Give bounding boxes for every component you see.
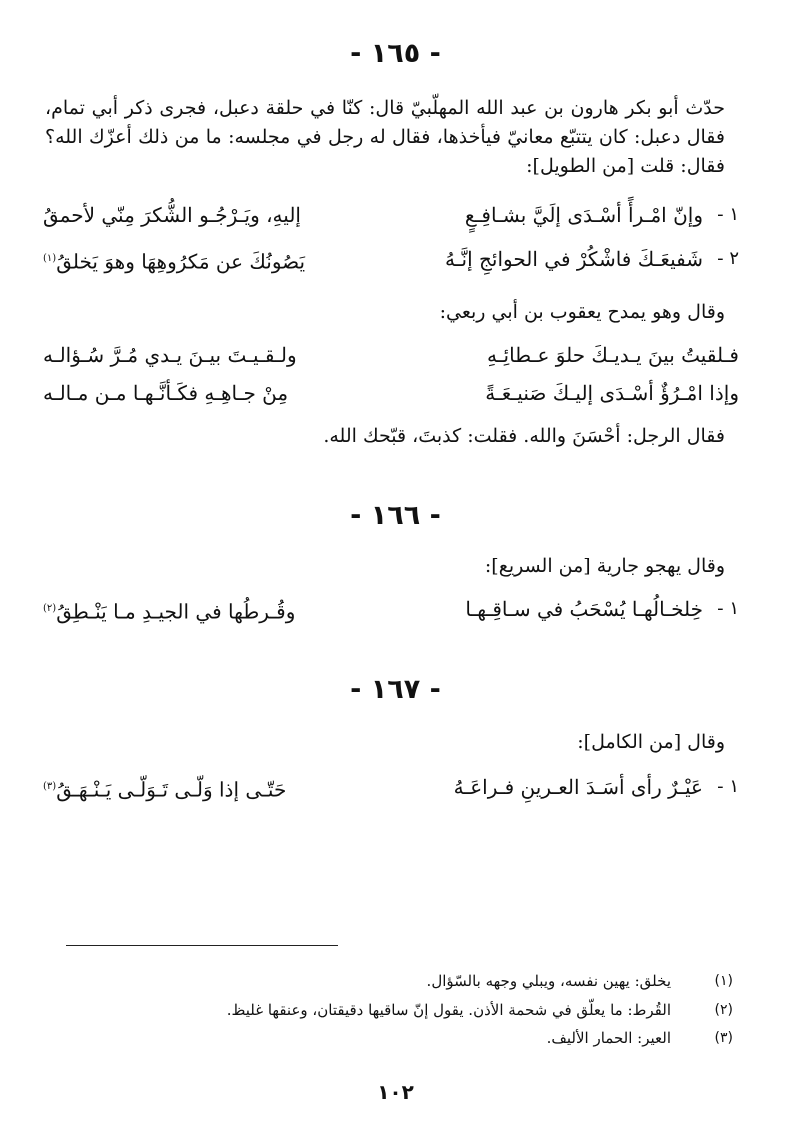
footnote-ref-2: (٢) bbox=[43, 603, 57, 614]
intro-paragraph-165: حدّث أبو بكر هارون بن عبد الله المهلّبيّ قال: كنّا في حلقة دعبل، فجرى ذكر أبي تمام، فقال دعبل: كان يتتبّع معانيّ فيأخذها، فقال له رجل في مجلسه: ما من ذلك أعزّك الله؟ فقال: قلت [من الطويل]: bbox=[45, 97, 725, 177]
footnote-text: العير: الحمار الأليف. bbox=[546, 1029, 671, 1047]
verse-number: ٢ - bbox=[717, 248, 739, 269]
verse-hemistich-second: يَصُونُكَ عن مَكرُوهِهَا وهوَ يَخلقُ$^{(١)}$ bbox=[43, 249, 306, 274]
verse-hemistich-first: وإنّ امْـرأً أسْـدَى إلَيَّ بشـافِـعٍ bbox=[464, 203, 703, 227]
verse-hemistich-first: وإذا امْـرُؤٌ أسْـدَى إليـكَ صَنيـعَـةً bbox=[485, 381, 739, 405]
verse-hemistich-second: ولـقـيـتَ بيـنَ يـدي مُـرَّ سُـؤالـه bbox=[43, 343, 297, 367]
verse-hemistich-first: شَفيعَـكَ فاشْكُرْ في الحوائجِ إنَّـهُ bbox=[444, 247, 703, 271]
footnote-number: (٢) bbox=[714, 1002, 733, 1018]
verse-number: ١ - bbox=[717, 598, 739, 619]
footnote-number: (٣) bbox=[714, 1030, 733, 1046]
section-title-166: - ١٦٦ - bbox=[350, 500, 441, 531]
section-title-165: - ١٦٥ - bbox=[350, 38, 441, 69]
verse-hemistich-second: إليهِ، ويَـرْجُـو الشُّكرَ مِنّي لأحمقُ bbox=[43, 203, 301, 227]
footnote-ref-1: (١) bbox=[43, 253, 57, 264]
section-title-167: - ١٦٧ - bbox=[350, 674, 441, 705]
verse-hemistich-second: حَتّـى إذا وَلّـى تَـوَلّـى يَـنْـهَـقُ$^{(٣)}$ bbox=[43, 777, 287, 802]
verse-hemistich-second: مِنْ جـاهِـهِ فكَـأنَّـهـا مـن مـالـه bbox=[43, 381, 289, 405]
intro-paragraph-167: وقال [من الكامل]: bbox=[577, 731, 725, 753]
verse-number: ١ - bbox=[717, 776, 739, 797]
footnote-number: (١) bbox=[714, 973, 733, 989]
verse-165b-2 bbox=[43, 378, 739, 408]
verse-hemistich-second: وقُـرطُها في الجيـدِ مـا يَنْـطِقُ$^{(٢)}$ bbox=[43, 599, 296, 624]
verse-hemistich-first: فـلقيتُ بينَ يـديـكَ حلوَ عـطائِـهِ bbox=[486, 343, 739, 367]
verse-167-1 bbox=[43, 772, 739, 802]
verse-number: ١ - bbox=[717, 204, 739, 225]
page-number: ١٠٢ bbox=[377, 1080, 414, 1104]
footnote-text: القُرط: ما يعلّق في شحمة الأذن. يقول إنّ ساقيها دقيقتان، وعنقها غليظ. bbox=[226, 1001, 671, 1019]
verse-165b-1 bbox=[43, 340, 739, 370]
footnote-text: يخلق: يهين نفسه، ويبلي وجهه بالسّؤال. bbox=[426, 972, 671, 990]
verse-165-1 bbox=[43, 200, 739, 230]
verse-hemistich-first: عَيْـرٌ رأى أسَـدَ العـرينِ فـراعَـهُ bbox=[453, 775, 703, 799]
closing-paragraph-165: فقال الرجل: أحْسَنَ والله. فقلت: كذبتَ، قبّحك الله. bbox=[323, 425, 725, 447]
intro-paragraph-166: وقال يهجو جارية [من السريع]: bbox=[484, 555, 725, 577]
verse-165-2 bbox=[43, 244, 739, 274]
verse-hemistich-first: خِلخـالُهـا يُسْحَبُ في سـاقِـهـا bbox=[465, 597, 703, 621]
footnote-ref-3: (٣) bbox=[43, 781, 57, 792]
verse-166-1 bbox=[43, 594, 739, 624]
footnote-separator bbox=[66, 945, 338, 946]
intro-paragraph-165b: وقال وهو يمدح يعقوب بن أبي ربعي: bbox=[439, 301, 725, 323]
